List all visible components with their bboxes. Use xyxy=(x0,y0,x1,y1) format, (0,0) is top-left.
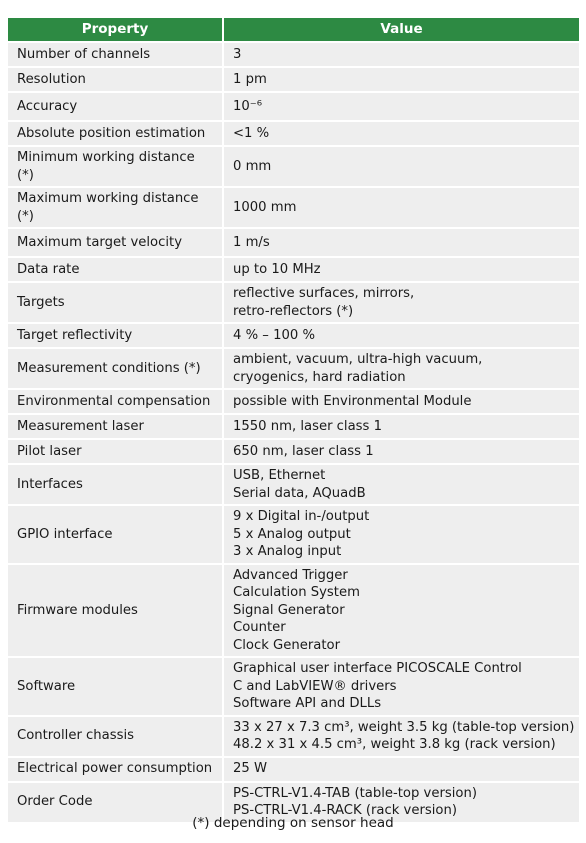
property-cell: Accuracy xyxy=(8,93,222,120)
value-line: USB, Ethernet xyxy=(233,468,326,483)
value-line: 3 xyxy=(233,46,242,62)
property-cell: Number of channels xyxy=(8,43,222,66)
value-line: 0 mm xyxy=(233,158,272,174)
value-line: ambient, vacuum, ultra-high vacuum, xyxy=(233,352,483,367)
spec-table xyxy=(6,16,581,824)
property-cell: Electrical power consumption xyxy=(8,758,222,781)
value-line: cryogenics, hard radiation xyxy=(233,369,406,385)
property-cell: Maximum working distance (*) xyxy=(8,188,222,227)
value-cell xyxy=(224,68,579,91)
table-row xyxy=(8,188,579,227)
table-row xyxy=(8,122,579,145)
value-line: reflective surfaces, mirrors, xyxy=(233,286,415,301)
value-line: Software API and DLLs xyxy=(233,696,382,711)
property-cell: Pilot laser xyxy=(8,440,222,463)
table-row xyxy=(8,758,579,781)
value-line: 4 % – 100 % xyxy=(233,327,315,343)
value-line: 1 pm xyxy=(233,71,267,87)
value-cell xyxy=(224,717,579,756)
table-row xyxy=(8,390,579,413)
property-cell: Controller chassis xyxy=(8,717,222,756)
value-cell xyxy=(224,43,579,66)
value-cell xyxy=(224,122,579,145)
value-line: up to 10 MHz xyxy=(233,261,321,277)
property-cell: Targets xyxy=(8,283,222,322)
value-line: C and LabVIEW® drivers xyxy=(233,678,397,694)
value-line: <1 % xyxy=(233,125,270,141)
value-cell xyxy=(224,506,579,563)
value-line: 10⁻⁶ xyxy=(233,98,263,114)
value-line: PS-CTRL-V1.4-RACK (rack version) xyxy=(233,803,457,818)
property-cell: Data rate xyxy=(8,258,222,281)
property-cell: GPIO interface xyxy=(8,506,222,563)
value-line: 48.2 x 31 x 4.5 cm³, weight 3.8 kg (rack version) xyxy=(233,737,556,752)
property-cell: Measurement laser xyxy=(8,415,222,438)
table-row xyxy=(8,465,579,504)
table-row xyxy=(8,717,579,756)
table-body xyxy=(8,43,579,822)
value-line: Graphical user interface PICOSCALE Control xyxy=(233,661,522,676)
table-row xyxy=(8,147,579,186)
value-cell xyxy=(224,415,579,438)
value-line: 9 x Digital in-/output xyxy=(233,509,370,524)
value-cell xyxy=(224,93,579,120)
value-cell xyxy=(224,258,579,281)
value-cell xyxy=(224,658,579,715)
table-row xyxy=(8,506,579,563)
value-line: 5 x Analog output xyxy=(233,526,351,542)
property-cell: Resolution xyxy=(8,68,222,91)
value-line: 1550 nm, laser class 1 xyxy=(233,418,383,434)
value-cell xyxy=(224,229,579,256)
value-line: 3 x Analog input xyxy=(233,544,342,559)
table-row xyxy=(8,43,579,66)
table-row xyxy=(8,349,579,388)
property-cell: Order Code xyxy=(8,783,222,822)
property-cell: Maximum target velocity xyxy=(8,229,222,256)
value-line: PS-CTRL-V1.4-TAB (table-top version) xyxy=(233,785,477,801)
value-line: Serial data, AQuadB xyxy=(233,485,366,501)
value-cell xyxy=(224,390,579,413)
table-row xyxy=(8,415,579,438)
property-cell: Target reflectivity xyxy=(8,324,222,347)
value-line: Advanced Trigger xyxy=(233,567,348,583)
value-line: 25 W xyxy=(233,761,268,777)
table-row xyxy=(8,565,579,657)
property-cell: Minimum working distance (*) xyxy=(8,147,222,186)
table-row xyxy=(8,440,579,463)
value-line: Calculation System xyxy=(233,585,360,600)
value-cell xyxy=(224,188,579,227)
value-line: 33 x 27 x 7.3 cm³, weight 3.5 kg (table-top version) xyxy=(233,719,575,735)
table-row xyxy=(8,658,579,715)
value-line: retro-reflectors (*) xyxy=(233,303,354,319)
table-row xyxy=(8,68,579,91)
property-cell: Firmware modules xyxy=(8,565,222,657)
table-row xyxy=(8,229,579,256)
property-cell: Environmental compensation xyxy=(8,390,222,413)
table-header-row xyxy=(8,18,579,41)
value-line: 1 m/s xyxy=(233,234,270,250)
column-header-value: Value xyxy=(224,18,579,41)
column-header-property: Property xyxy=(8,18,222,41)
value-line: possible with Environmental Module xyxy=(233,393,472,409)
value-cell xyxy=(224,147,579,186)
value-line: Clock Generator xyxy=(233,637,340,653)
value-cell xyxy=(224,465,579,504)
table-row xyxy=(8,283,579,322)
table-row xyxy=(8,258,579,281)
footnote: (*) depending on sensor head xyxy=(192,815,394,831)
value-line: Signal Generator xyxy=(233,602,345,618)
value-cell xyxy=(224,565,579,657)
property-cell: Software xyxy=(8,658,222,715)
property-cell: Absolute position estimation xyxy=(8,122,222,145)
value-cell xyxy=(224,324,579,347)
value-cell xyxy=(224,283,579,322)
table-row xyxy=(8,324,579,347)
property-cell: Measurement conditions (*) xyxy=(8,349,222,388)
value-line: 1000 mm xyxy=(233,199,297,215)
value-cell xyxy=(224,758,579,781)
property-cell: Interfaces xyxy=(8,465,222,504)
value-cell xyxy=(224,440,579,463)
table-row xyxy=(8,93,579,120)
value-line: 650 nm, laser class 1 xyxy=(233,443,374,459)
value-cell xyxy=(224,349,579,388)
value-line: Counter xyxy=(233,620,286,635)
